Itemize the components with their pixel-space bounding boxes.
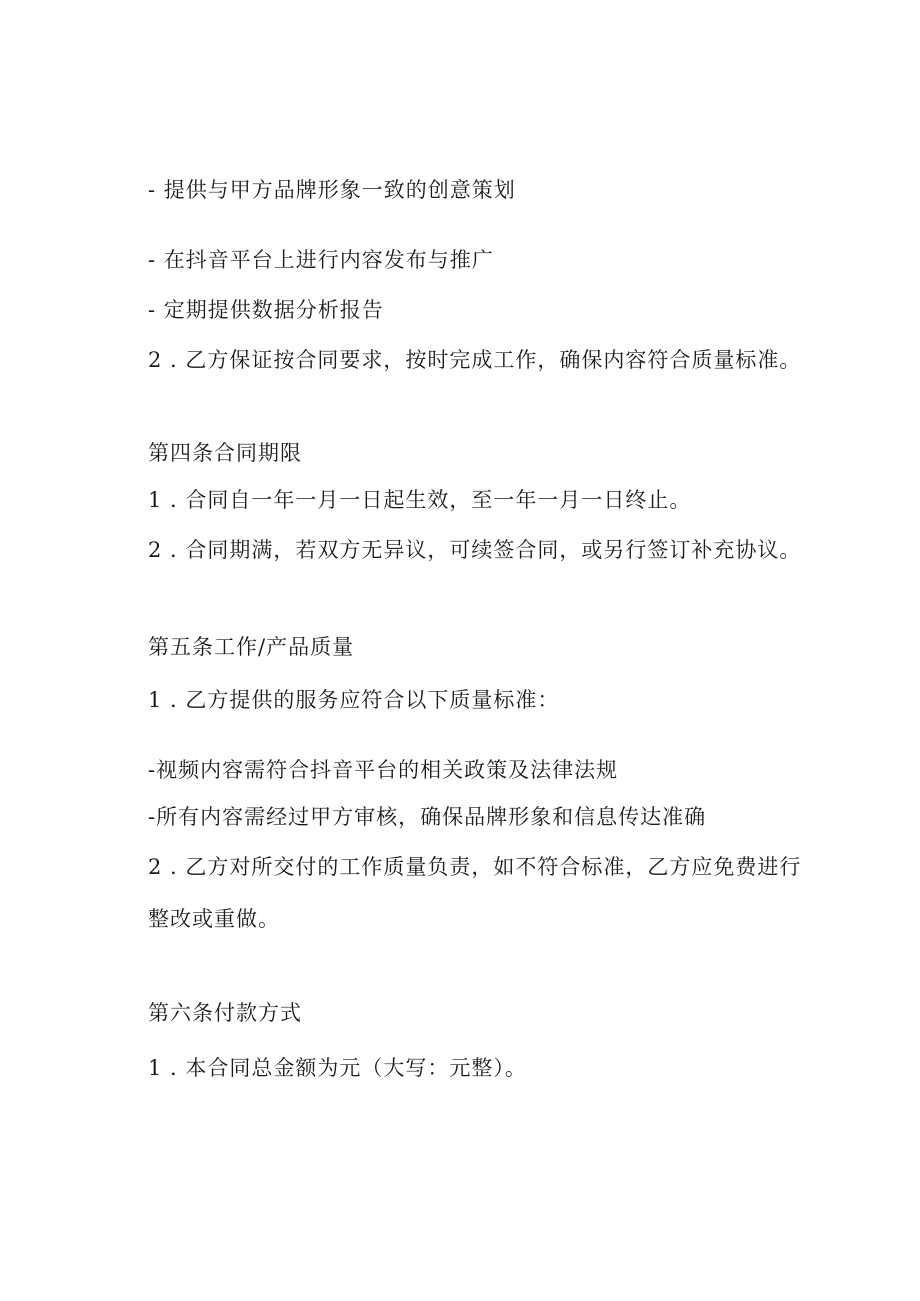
section-heading-contract-term: 第四条合同期限 [148, 441, 302, 465]
list-item-content-publishing: - 在抖音平台上进行内容发布与推广 [148, 248, 494, 272]
clause-item-quality-standards: 1 . 乙方提供的服务应符合以下质量标准： [148, 688, 560, 712]
section-heading-quality: 第五条工作/产品质量 [148, 635, 355, 659]
clause-item-total-amount: 1 . 本合同总金额为元（大写：元整）。 [148, 1056, 527, 1080]
clause-item-rework: 2 . 乙方对所交付的工作质量负责，如不符合标准，乙方应免费进行整改或重做。 [148, 855, 802, 931]
clause-item-renewal: 2 . 合同期满，若双方无异议，可续签合同，或另行签订补充协议。 [148, 538, 802, 562]
list-item-data-report: - 定期提供数据分析报告 [148, 298, 384, 322]
list-item-creative-planning: - 提供与甲方品牌形象一致的创意策划 [148, 178, 516, 202]
list-item-policy-compliance: -视频内容需符合抖音平台的相关政策及法律法规 [148, 758, 619, 782]
clause-item-effective-date: 1 . 合同自一年一月一日起生效，至一年一月一日终止。 [148, 488, 692, 512]
list-item-review-approval: -所有内容需经过甲方审核，确保品牌形象和信息传达准确 [148, 805, 707, 829]
section-heading-payment: 第六条付款方式 [148, 1001, 302, 1025]
clause-item-quality-guarantee: 2 . 乙方保证按合同要求，按时完成工作，确保内容符合质量标准。 [148, 348, 802, 372]
